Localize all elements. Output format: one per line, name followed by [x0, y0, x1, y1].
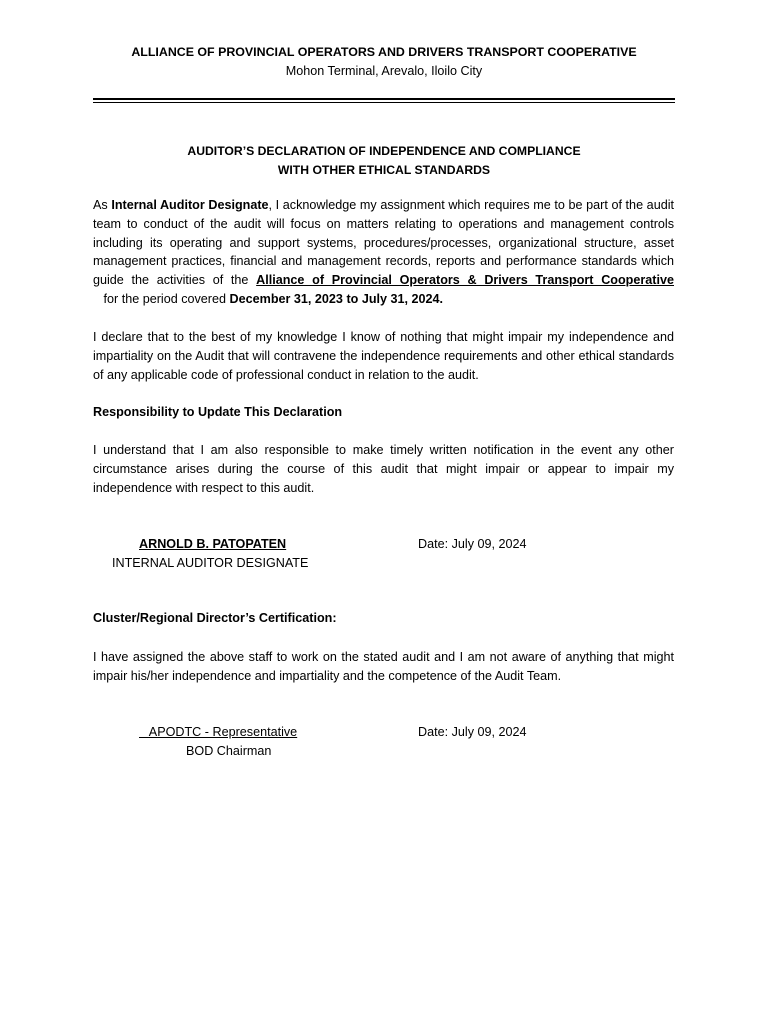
para1-text-a: As — [93, 198, 112, 212]
signatory-title: INTERNAL AUDITOR DESIGNATE — [112, 556, 309, 570]
signature-date: Date: July 09, 2024 — [418, 537, 527, 551]
para1-text-c: for the period covered — [93, 291, 230, 306]
certification-date: Date: July 09, 2024 — [418, 725, 527, 739]
certification-heading: Cluster/Regional Director’s Certification: — [93, 611, 337, 625]
certification-paragraph: I have assigned the above staff to work on the stated audit and I am not aware of anything that might impair his/her independence and impartiality and the competence of the Audit Team. — [93, 650, 674, 683]
header-rule-thin — [93, 102, 675, 103]
signatory-name: ARNOLD B. PATOPATEN — [139, 537, 287, 551]
header-rule-thick — [93, 98, 675, 100]
independence-paragraph: I declare that to the best of my knowledge I know of nothing that might impair my independence and impartiality on the Audit that will contravene the independence requirements and other ethical standards of any applicable code of professional conduct in relation to the audit. — [93, 330, 674, 382]
cooperative-name: Alliance of Provincial Operators & Drivers Transport Cooperative — [256, 273, 674, 288]
organization-address: Mohon Terminal, Arevalo, Iloilo City — [285, 64, 483, 78]
responsibility-paragraph: I understand that I am also responsible to make timely written notification in the event any other circumstance arises during the course of this audit that might impair or appear to impair my independence with respect to this audit. — [93, 443, 674, 495]
auditor-role: Internal Auditor Designate — [111, 198, 269, 212]
title-line-1: AUDITOR’S DECLARATION OF INDEPENDENCE AND COMPLIANCE — [187, 144, 581, 158]
para1-text-b: , I acknowledge my assignment which requires me to be part of the audit team to conduct of the audit will focus on matters relating to operations and management controls including its operating and support systems, procedures/processes, organizational structure, asset management practices, financial and management records, reports and performance standards which guide the activities of the — [93, 198, 674, 288]
document-title — [93, 142, 675, 180]
organization-name: ALLIANCE OF PROVINCIAL OPERATORS AND DRIVERS TRANSPORT COOPERATIVE — [131, 45, 637, 59]
title-line-2: WITH OTHER ETHICAL STANDARDS — [277, 163, 491, 177]
audit-period: December 31, 2023 to July 31, 2024. — [229, 291, 444, 306]
representative-name: APODTC - Representative — [139, 725, 298, 739]
responsibility-heading: Responsibility to Update This Declaration — [93, 405, 343, 419]
representative-title: BOD Chairman — [186, 744, 272, 758]
acknowledgement-paragraph — [93, 196, 674, 309]
